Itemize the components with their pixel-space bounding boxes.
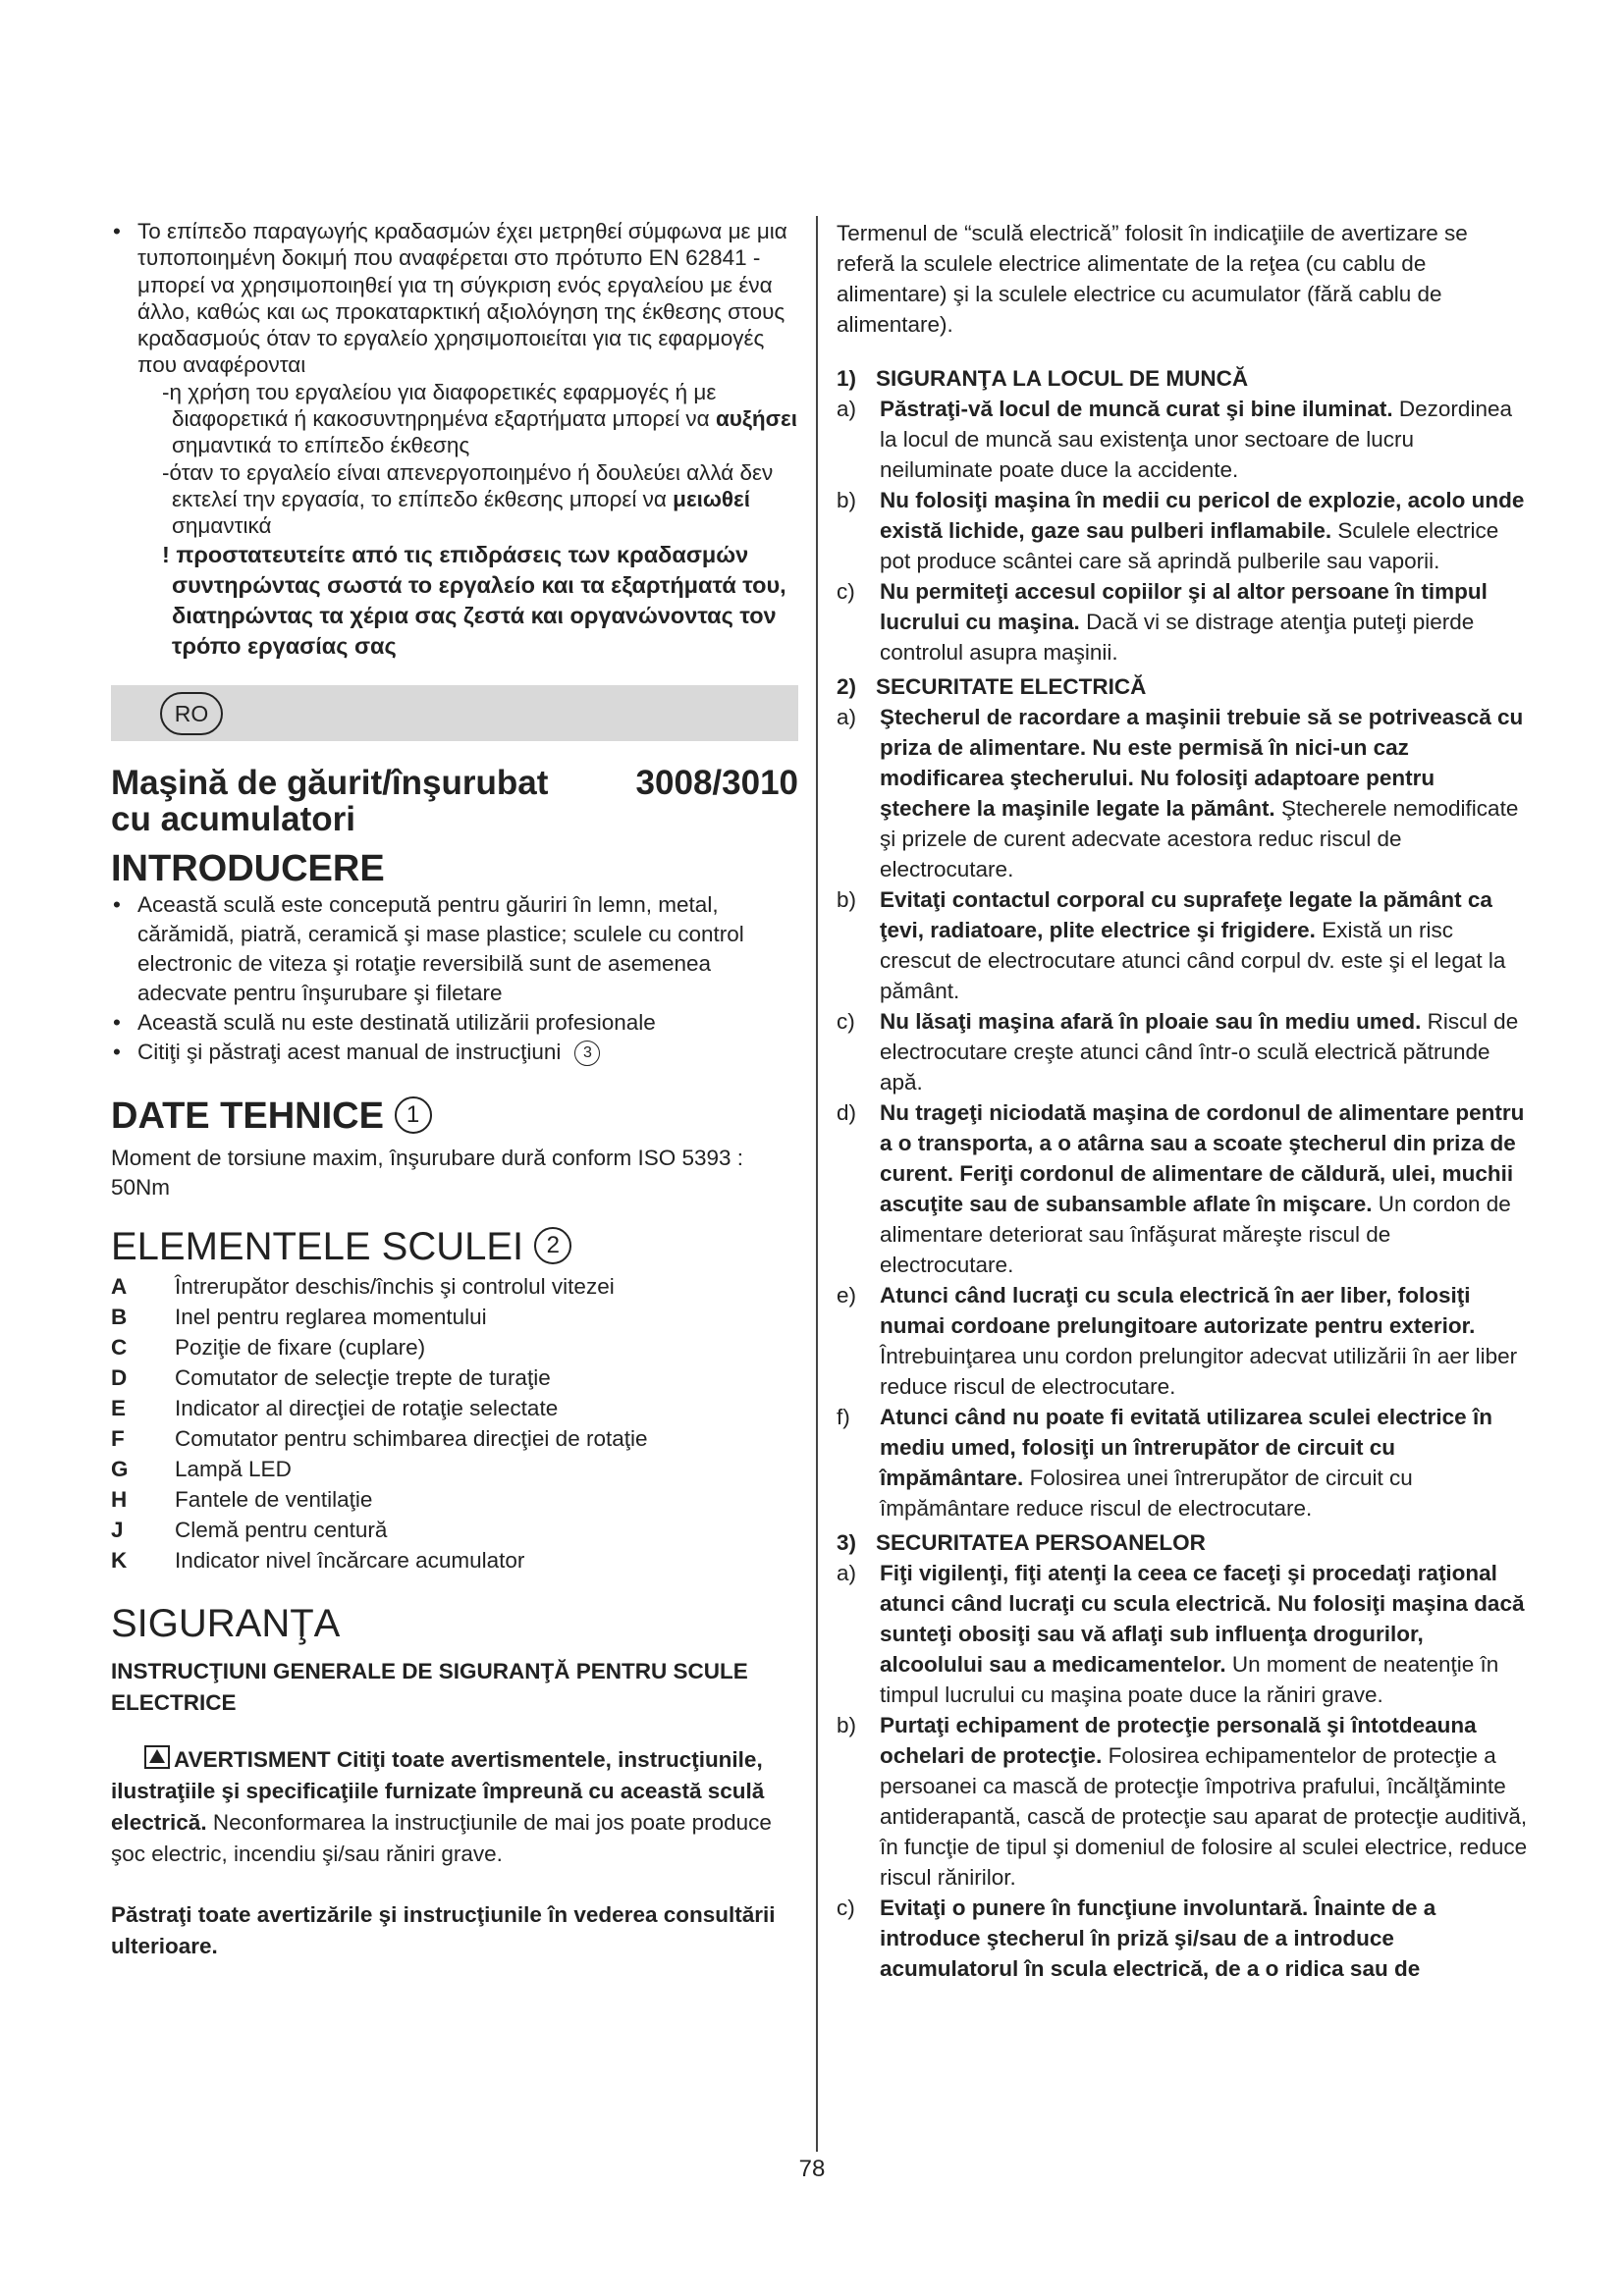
figure-ref-2: 2 <box>534 1227 571 1264</box>
safety-warning <box>111 1744 798 1870</box>
greek-sub-increase-bold: αυξήσει <box>715 406 797 432</box>
safety-item-1-c <box>837 576 1529 667</box>
product-title-line1: Maşină de găurit/înşurubat <box>111 763 549 802</box>
safety-item-label: e) <box>837 1283 857 1308</box>
element-letter: K <box>111 1547 128 1573</box>
warning-normal-text: Neconformarea la instrucţiunile de mai jos poate produce şoc electric, incendiu şi/sau răniri grave. <box>111 1809 772 1866</box>
right-column <box>837 218 1529 1984</box>
tech-torque: Moment de torsiune maxim, înşurubare dură conform ISO 5393 : 50Nm <box>111 1145 744 1200</box>
element-letter: C <box>111 1334 128 1360</box>
element-row <box>111 1302 798 1332</box>
safety-item-label: a) <box>837 397 857 421</box>
safety-item-bold: Ştecherul de racordare a maşinii trebuie să se potrivească cu priza de alimentare. Nu este permisă în nici-un caz modificarea ştecherului. Nu folosiţi adaptoare pentru ştechere la maşinile legate la pământ. <box>880 705 1524 821</box>
safety-item-bold: Păstraţi-vă locul de muncă curat şi bine iluminat. <box>880 397 1393 421</box>
section-2-number: 2) <box>837 674 857 699</box>
safety-item-1-a <box>837 394 1529 485</box>
element-row <box>111 1393 798 1423</box>
warning-triangle-icon <box>144 1745 170 1769</box>
elements-heading-text: ELEMENTELE SCULEI <box>111 1224 524 1268</box>
safety-item-2-f <box>837 1402 1529 1523</box>
safety-item-text: Un moment de neatenţie în timpul lucrului cu maşina poate duce la răniri grave. <box>880 1652 1499 1707</box>
intro-heading: INTRODUCERE <box>111 847 385 889</box>
safety-keep-instructions: Păstraţi toate avertizările şi instrucţiunile în vederea consultării ulterioare. <box>111 1901 776 1958</box>
language-badge: RO <box>160 692 223 735</box>
safety-item-bold: Nu lăsaţi maşina afară în ploaie sau în mediu umed. <box>880 1009 1422 1034</box>
safety-item-3-b <box>837 1710 1529 1893</box>
element-row <box>111 1271 798 1302</box>
safety-item-text: Riscul de electrocutare creşte atunci când într-o sculă electrică pătrunde apă. <box>880 1009 1519 1095</box>
safety-item-1-b <box>837 485 1529 576</box>
page-number: 78 <box>798 2156 826 2182</box>
safety-item-text: Sculele electrice pot produce scântei care să aprindă pulberile sau vaporii. <box>880 518 1499 573</box>
element-description: Comutator de selecţie trepte de turaţie <box>175 1364 551 1390</box>
safety-item-bold: Evitaţi contactul corporal cu suprafeţe legate la pământ ca ţevi, radiatoare, plite electrice şi frigidere. <box>880 887 1492 942</box>
element-description: Inel pentru reglarea momentului <box>175 1304 487 1329</box>
safety-item-label: c) <box>837 579 855 604</box>
elements-list <box>111 1271 798 1575</box>
safety-item-label: c) <box>837 1896 855 1920</box>
elements-heading <box>111 1224 798 1269</box>
safety-item-bold: Purtaţi echipament de protecţie personală şi întotdeauna ochelari de protecţie. <box>880 1713 1477 1768</box>
safety-item-3-c <box>837 1893 1529 1984</box>
greek-sub-decrease-text: -όταν το εργαλείο είναι απενεργοποιημένο ή δουλεύει αλλά δεν εκτελεί την εργασία, το επίπεδο έκθεσης μπορεί να <box>162 459 774 511</box>
safety-item-text: Un cordon de alimentare deteriorat sau înfăşurat măreşte riscul de electrocutare. <box>880 1192 1511 1277</box>
safety-item-text: Ştecherele nemodificate şi prizele de curent adecvate acestora reduc riscul de electrocutare. <box>880 796 1519 881</box>
section-3-items <box>837 1558 1529 1984</box>
safety-item-2-b <box>837 884 1529 1006</box>
safety-item-text: Dezordinea la locul de muncă sau existenţa unor sectoare de lucru neiluminate poate duce la accidente. <box>880 397 1512 482</box>
safety-item-2-d <box>837 1097 1529 1280</box>
warning-label: AVERTISMENT <box>174 1746 331 1772</box>
section-3-title: SECURITATEA PERSOANELOR <box>876 1530 1206 1555</box>
element-letter: F <box>111 1425 125 1451</box>
intro-bullet-2: • Această sculă nu este destinată utilizării profesionale <box>111 1008 798 1038</box>
element-letter: A <box>111 1273 128 1299</box>
intro-bullet-3-text: Citiţi şi păstraţi acest manual de instrucţiuni <box>137 1039 562 1064</box>
tech-heading <box>111 1095 798 1138</box>
safety-item-label: a) <box>837 705 857 729</box>
section-3-heading <box>837 1527 1529 1558</box>
element-row <box>111 1332 798 1362</box>
element-row <box>111 1362 798 1393</box>
right-intro: Termenul de “sculă electrică” folosit în indicaţiile de avertizare se referă la sculele electrice alimentate de la reţea (cu cablu de alimentare) şi la sculele electrice cu acumulator (fără cablu de alimentare). <box>837 221 1468 337</box>
element-row <box>111 1545 798 1575</box>
element-description: Indicator nivel încărcare acumulator <box>175 1547 525 1573</box>
element-letter: J <box>111 1517 124 1542</box>
element-row <box>111 1484 798 1515</box>
element-letter: D <box>111 1364 128 1390</box>
section-3-number: 3) <box>837 1530 857 1555</box>
element-row <box>111 1454 798 1484</box>
element-letter: G <box>111 1456 129 1481</box>
figure-ref-3: 3 <box>574 1041 600 1066</box>
safety-subheading: INSTRUCŢIUNI GENERALE DE SIGURANŢĂ PENTRU SCULE ELECTRICE <box>111 1658 748 1715</box>
left-column <box>111 218 798 1962</box>
greek-sub-decrease <box>111 459 798 540</box>
safety-item-2-a <box>837 702 1529 884</box>
safety-item-bold: Nu permiteţi accesul copiilor şi al altor persoane în timpul lucrului cu maşina. <box>880 579 1488 634</box>
product-model: 3008/3010 <box>635 763 798 802</box>
section-1-number: 1) <box>837 366 857 391</box>
safety-item-2-e <box>837 1280 1529 1402</box>
safety-item-label: d) <box>837 1100 857 1125</box>
element-row <box>111 1423 798 1454</box>
greek-vibration-bullet: • Το επίπεδο παραγωγής κραδασμών έχει μετρηθεί σύμφωνα με μια τυποποιημένη δοκιμή που αναφέρεται στο πρότυπο EN 62841 - μπορεί να χρησιμοποιηθεί για τη σύγκριση ενός εργαλείου με ένα άλλο, καθώς και ως προκαταρκτική αξιολόγηση της έκθεσης στους κραδασμούς όταν το εργαλείο χρησιμοποιείται για τις εφαρμογές που αναφέρονται <box>111 218 798 379</box>
safety-item-text: Există un risc crescut de electrocutare atunci când corpul dv. este şi el legat la pământ. <box>880 918 1506 1003</box>
safety-item-label: c) <box>837 1009 855 1034</box>
element-letter: H <box>111 1486 128 1512</box>
section-1-items <box>837 394 1529 667</box>
safety-item-2-c <box>837 1006 1529 1097</box>
safety-item-bold: Atunci când nu poate fi evitată utilizarea sculei electrice în mediu umed, folosiţi un întrerupător de circuit cu împământare. <box>880 1405 1492 1490</box>
section-2-heading <box>837 671 1529 702</box>
element-description: Poziţie de fixare (cuplare) <box>175 1334 426 1360</box>
safety-heading: SIGURANŢA <box>111 1601 341 1645</box>
figure-ref-1: 1 <box>395 1096 432 1134</box>
section-2-items <box>837 702 1529 1523</box>
safety-item-bold: Atunci când lucraţi cu scula electrică în aer liber, folosiţi numai cordoane prelungitoare autorizate pentru exterior. <box>880 1283 1476 1338</box>
element-row <box>111 1515 798 1545</box>
safety-item-bold: Nu trageţi niciodată maşina de cordonul de alimentare pentru a o transporta, a o atârna sau a scoate ştecherul din priza de curent. Feriţi cordonul de alimentare de căldură, ulei, muchii ascuţite sau de subansamble aflate în mişcare. <box>880 1100 1525 1216</box>
safety-item-bold: Evitaţi o punere în funcţiune involuntară. Înainte de a introduce ştecherul în priză şi/sau de a introduce acumulatorul în scula electrică, de a o ridica sau de <box>880 1896 1436 1981</box>
safety-item-label: b) <box>837 1713 857 1737</box>
element-letter: B <box>111 1304 128 1329</box>
product-title <box>111 765 798 837</box>
safety-item-label: a) <box>837 1561 857 1585</box>
intro-bullet-1: • Această sculă este concepută pentru găuriri în lemn, metal, cărămidă, piatră, ceramică şi mase plastice; sculele cu control electronic de viteza şi rotaţie reversibilă sunt de asemenea adecvate pentru înşurubare şi filetare <box>111 890 798 1008</box>
element-description: Întrerupător deschis/închis şi controlul vitezei <box>175 1273 615 1299</box>
safety-item-bold: Fiţi vigilenţi, fiţi atenţi la ceea ce faceţi şi procedaţi raţional atunci când lucraţi cu scula electrică. Nu folosiţi maşina dacă sunteţi obosiţi sau vă aflaţi sub influenţa drogurilor, alcoolului sau a medicamentelor. <box>880 1561 1525 1677</box>
safety-item-text: Folosirea echipamentelor de protecţie a persoanei ca mască de protecţie împotriva prafului, încălţăminte antiderapantă, cască de protecţie sau aparat de protecţie auditivă, în funcţie de tipul şi domeniul de folosire al sculei electrice, reduce riscul rănirilor. <box>880 1743 1528 1890</box>
element-description: Comutator pentru schimbarea direcţiei de rotaţie <box>175 1425 648 1451</box>
tech-heading-text: DATE TEHNICE <box>111 1095 384 1137</box>
greek-sub-increase-text: -η χρήση του εργαλείου για διαφορετικές εφαρμογές ή με διαφορετικά ή κακοσυντηρημένα εξαρτήματα μπορεί να <box>162 379 717 432</box>
safety-item-label: b) <box>837 887 857 912</box>
section-1-title: SIGURANŢA LA LOCUL DE MUNCĂ <box>876 366 1249 391</box>
section-1-heading <box>837 363 1529 394</box>
column-divider <box>816 216 818 2152</box>
warning-bold-text: Citiţi toate avertismentele, instrucţiunile, ilustraţiile şi specificaţiile furnizate împreună cu această sculă electrică. <box>111 1746 765 1835</box>
greek-sub-decrease-end: σημαντικά <box>172 513 272 539</box>
product-title-line2: cu acumulatori <box>111 799 355 838</box>
safety-item-text: Folosirea unei întrerupător de circuit cu împământare reduce riscul de electrocutare. <box>880 1466 1413 1521</box>
element-letter: E <box>111 1395 127 1420</box>
greek-sub-increase <box>111 379 798 459</box>
element-description: Lampă LED <box>175 1456 292 1481</box>
safety-item-text: Întrebuinţarea unu cordon prelungitor adecvat utilizării în aer liber reduce riscul de electrocutare. <box>880 1344 1518 1399</box>
safety-item-label: b) <box>837 488 857 512</box>
greek-warning: ! προστατευτείτε από τις επιδράσεις των κραδασμών συντηρώντας σωστά το εργαλείο και τα εξαρτήματά του, διατηρώντας τα χέρια σας ζεστά και οργανώνοντας τον τρόπο εργασίας σας <box>162 541 786 659</box>
intro-bullet-3 <box>111 1038 798 1067</box>
element-description: Indicator al direcţiei de rotaţie selectate <box>175 1395 559 1420</box>
safety-item-label: f) <box>837 1405 850 1429</box>
safety-item-3-a <box>837 1558 1529 1710</box>
greek-sub-increase-end: σημαντικά το επίπεδο έκθεσης <box>172 433 470 458</box>
language-band <box>111 685 798 741</box>
safety-item-text: Dacă vi se distrage atenţia puteţi pierde controlul asupra maşinii. <box>880 610 1475 665</box>
element-description: Clemă pentru centură <box>175 1517 388 1542</box>
greek-sub-decrease-bold: μειωθεί <box>673 486 750 511</box>
section-2-title: SECURITATE ELECTRICĂ <box>876 674 1147 699</box>
safety-item-bold: Nu folosiţi maşina în medii cu pericol de explozie, acolo unde există lichide, gaze sau pulberi inflamabile. <box>880 488 1525 543</box>
element-description: Fantele de ventilaţie <box>175 1486 373 1512</box>
